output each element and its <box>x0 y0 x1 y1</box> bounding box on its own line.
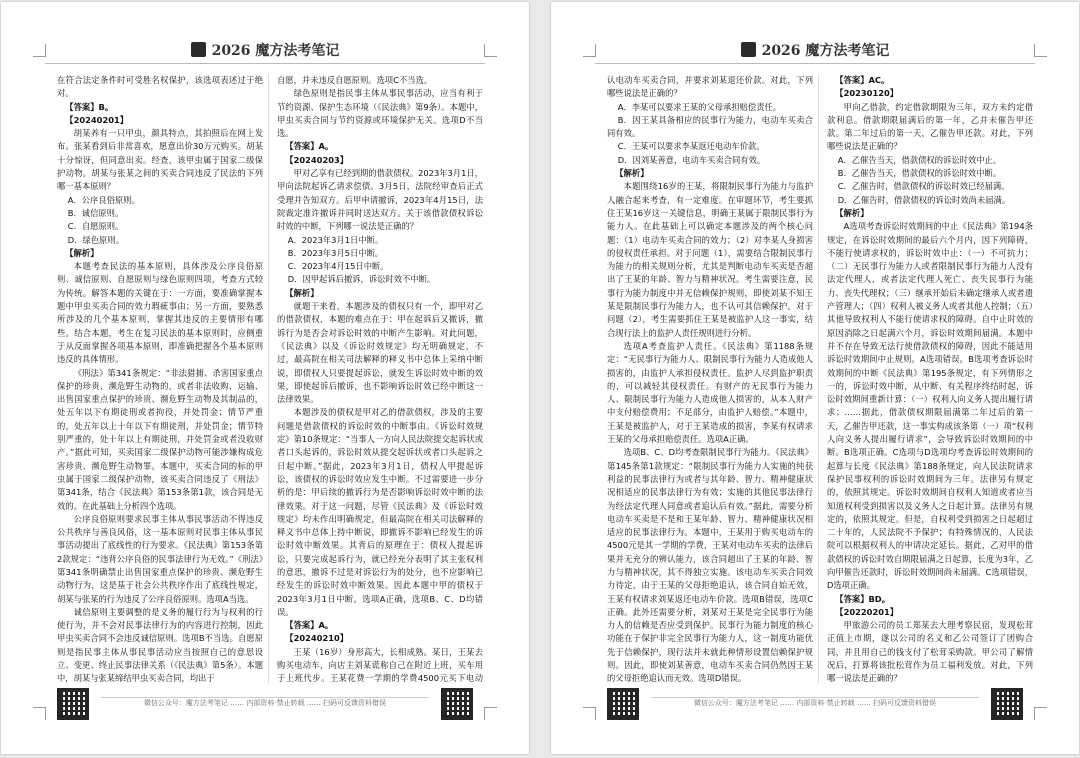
paragraph: 选项B、C、D均考查限制民事行为能力。《民法典》第145条第1款规定：“限制民事行为能力人实施的纯获利益的民事法律行为或者与其年龄、智力、精神健康状况相适应的民事法律行为有效；实施的其他民事法律行为经法定代理人同意或者追认后有效。”据此，需要分析电动车买卖是不是和王某年龄、智力、精神健康状况相适应的民事法律行为。本题中，王某用于购买电动车的4500元是其一学期的学费，王某对电动车买卖的法律后果并无充分的辨认能力，该合同超出了王某的年龄、智力与精神状况，其不得独立实施。该电动车买卖合同效力待定，由于王某的父母拒绝追认，该合同自始无效，王某有权请求刘某返还电动车价款。选项B错误，选项C正确。此外还需要分析，刘某对王某是完全民事行为能力人的信赖是否应受到保护。民事行为能力制度的核心功能在于保护非完全民事行为能力人，这一制度功能优先于信赖保护，现行法并未就此种情形设置信赖保护规则。因此，即使刘某善意，电动车买卖合同仍然因王某的父母拒绝追认而无效。选项D错误。 <box>607 447 813 684</box>
paragraph: 甲对乙享有已经到期的借款债权。2023年3月1日，甲向法院起诉乙请求偿债。3月5日，法院经审查后正式受理并告知双方。后甲申请撤诉，2023年4月15日，法院裁定准许撤诉并同时送达双方。关于该借款债权诉讼时效的中断，下列哪一说法是正确的？ <box>277 168 483 232</box>
section-tag: 【20220201】 <box>835 606 899 617</box>
answer-option: B．诚信原则。 <box>67 207 124 218</box>
section-tag: 【解析】 <box>285 287 319 298</box>
answer-option: A．李某可以要求王某的父母承担赔偿责任。 <box>617 101 782 112</box>
header-title: 2026 魔方法考笔记 <box>761 43 890 59</box>
section-tag: 【答案】A。 <box>285 620 334 631</box>
left-page <box>1 2 529 754</box>
answer-option: A．2023年3月1日中断。 <box>287 234 384 245</box>
paragraph: 认电动车买卖合同，并要求刘某退还价款。对此，下列哪些说法是正确的？ <box>607 75 813 99</box>
page-header <box>551 40 1079 60</box>
header-divider <box>595 63 1035 64</box>
paragraph: 本题考查民法的基本原则，具体涉及公序良俗原则、诚信原则、自愿原则与绿色原则四项，考查方式较为传统。解答本题的关键在于：一方面，要准确掌握本题中甲虫买卖合同的效力瑕疵事由；另一方面，要熟悉所涉及的几个基本原则，掌握其违反的主要情形有哪些。结合本题，考生在复习民法的基本原则时，应侧重于从反面掌握各项基本原则，即准确把握各个基本原则违反的具体情形。 <box>57 261 263 365</box>
answer-option: C．2023年4月15日中断。 <box>287 261 389 272</box>
answer-option: B．乙催告当天，借款债权的诉讼时效中断。 <box>837 168 1002 179</box>
page-header <box>1 40 529 60</box>
left-page-column-1 <box>57 74 263 684</box>
section-tag: 【20240210】 <box>285 633 349 644</box>
answer-option: C．乙催告时，借款债权的诉讼时效已经届满。 <box>837 181 1010 192</box>
section-tag: 【解析】 <box>835 207 869 218</box>
section-tag: 【答案】AC。 <box>835 75 890 85</box>
right-page <box>551 2 1079 754</box>
section-tag: 【答案】BD。 <box>835 593 890 604</box>
crop-mark <box>33 707 46 720</box>
answer-option: C．王某可以要求李某返还电动车价款。 <box>617 141 765 152</box>
answer-option: C．自愿原则。 <box>67 221 124 232</box>
crop-mark <box>484 707 497 720</box>
answer-option: D．乙催告时，借款债权的诉讼时效尚未届满。 <box>837 194 1011 205</box>
paragraph: 公序良俗原则要求民事主体从事民事活动不得违反公共秩序与善良风俗，这一基本原则对民事主体从事民事活动提出了底线性的行为要求。《民法典》第153条第2款规定：“违背公序良俗的民事法律行为无效。”《刑法》第341条明确禁止出售国家重点保护的珍贵、濒危野生动物行为，这是基于社会公共秩序作出了底线性规定，胡某与张某的行为违反了公序良俗原则。选项A当选。 <box>57 513 263 604</box>
left-page-column-2 <box>277 74 483 684</box>
answer-option: D．因甲起诉后撤诉，诉讼时效不中断。 <box>287 274 436 285</box>
answer-option: A．公序良俗原则。 <box>67 194 140 205</box>
section-tag: 【答案】A。 <box>285 141 334 152</box>
answer-option: D．因刘某善意，电动车买卖合同有效。 <box>617 154 766 165</box>
crop-mark <box>1034 707 1047 720</box>
section-tag: 【解析】 <box>65 247 99 258</box>
section-tag: 【20240203】 <box>285 154 349 165</box>
paragraph: 绿色原则是指民事主体从事民事活动，应当有利于节约资源、保护生态环境（《民法典》第9条）。本题中，甲虫买卖合同与节约资源或环境保护无关。选项D不当选。 <box>277 88 483 139</box>
section-tag: 【20240201】 <box>65 114 129 125</box>
section-tag: 【答案】B。 <box>65 101 114 112</box>
paragraph: 甲旅游公司的员工郑某去大理考察民宿，发现松茸正值上市期，遂以公司的名义和乙公司签订了团购合同，并且用自己的钱支付了松茸采购款。甲公司了解情况后，打算将该批松茸作为员工福利发放。对此，下列哪一说法是正确的？ <box>827 620 1033 684</box>
paragraph: A选项考查诉讼时效期间的中止《民法典》第194条规定，在诉讼时效期间的最后六个月内，因下列障碍，不能行使请求权的，诉讼时效中止：（一）不可抗力；（二）无民事行为能力人或者限制民事行为能力人没有法定代理人，或者法定代理人死亡、丧失民事行为能力、丧失代理权；（三）继承开始后未确定继承人或者遗产管理人；（四）权利人被义务人或者其他人控制；（五）其他导致权利人不能行使请求权的障碍。自中止时效的原因消除之日起满六个月，诉讼时效期间届满。本题中并不存在导致无法行使借款债权的障碍，因此不能适用诉讼时效期间中止规则。A选项错误。B选项考查诉讼时效期间的中断《民法典》第195条规定，有下列情形之一的，诉讼时效中断，从中断、有关程序终结时起，诉讼时效期间重新计算：（一）权利人向义务人提出履行请求；……据此，借款债权期限届满第二年过后的第一天，乙催告甲还款，这一事实构成该条第（一）项“权利人向义务人提出履行请求”，会导致诉讼时效期间的中断。B选项正确。C选项与D选项均考查诉讼时效期间的起算与长度《民法典》第188条规定，向人民法院请求保护民事权利的诉讼时效期间为三年。法律另有规定的，依照其规定。诉讼时效期间自权利人知道或者应当知道权利受到损害以及义务人之日起计算。法律另有规定的，依照其规定。但是，自权利受到损害之日起超过二十年的，人民法院不予保护；有特殊情况的，人民法院可以根据权利人的申请决定延长。据此，乙对甲的借款债权的诉讼时效自期限届满之日起算，长度为3年，乙向甲催告还款时，诉讼时效期间尚未届满。C选项错误，D选项正确。 <box>827 221 1033 591</box>
paragraph: 《刑法》第341条规定：“非法猎捕、杀害国家重点保护的珍贵、濒危野生动物的，或者非法收购、运输、出售国家重点保护的珍贵、濒危野生动物及其制品的，处五年以下有期徒刑或者拘役，并处罚金；情节严重的，处五年以上十年以下有期徒刑，并处罚金；情节特别严重的，处十年以上有期徒刑，并处罚金或者没收财产。”据此可知，买卖国家二级保护动物可能涉嫌构成危害珍贵、濒危野生动物罪。本题中，买卖合同的标的甲虫属于国家二级保护动物，该买卖合同违反了《刑法》第341条，结合《民法典》第153条第1款，该合同是无效的。在此基础上分析四个选项。 <box>57 367 263 511</box>
paragraph: 选项A考查监护人责任。《民法典》第1188条规定：“无民事行为能力人、限制民事行为能力人造成他人损害的，由监护人承担侵权责任。监护人尽到监护职责的，可以减轻其侵权责任。有财产的无民事行为能力人、限制民事行为能力人造成他人损害的，从本人财产中支付赔偿费用；不足部分，由监护人赔偿。”本题中，王某是被监护人，对于王某造成的损害，李某有权请求王某的父母承担赔偿责任。选项A正确。 <box>607 340 813 445</box>
paragraph: 胡某养有一只甲虫，颜具特点，其拍照后在网上发布。张某看到后非常喜欢，愿意出价30万元购买。胡某十分惊讶，但同意出卖。经查，该甲虫属于国家二级保护动物。胡某与张某之间的买卖合同违反了民法的下列哪一基本原则？ <box>57 128 263 192</box>
paragraph: 就题干来看，本题涉及的债权只有一个，即甲对乙的借款债权，本题的难点在于：甲在起诉后又撤诉，撤诉行为是否会对诉讼时效的中断产生影响。对此问题，《民法典》以及《诉讼时效规定》均无明确规定，不过，最高院在相关司法解释的释义书中总体上采纳中断说，即债权人只要提起诉讼，就发生诉讼时效中断的效果，即使起诉后撤诉，也不影响诉讼时效已经中断这一法律效果。 <box>277 301 483 405</box>
paragraph: 自愿，并未违反自愿原则。选项C不当选。 <box>277 75 433 85</box>
answer-option: B．因王某具备相应的民事行为能力，电动车买卖合同有效。 <box>607 114 813 139</box>
cube-logo-icon <box>741 42 756 57</box>
answer-option: B．2023年3月5日中断。 <box>287 247 384 258</box>
paragraph: 甲向乙借款，约定借款期限为三年，双方未约定借款利息。借款期限届满后的第一年，乙并未催告甲还款。第二年过后的第一天，乙催告甲还款。对此，下列哪些说法是正确的？ <box>827 101 1033 152</box>
paragraph: 本题围绕16岁的王某，将限制民事行为能力与监护人融合起来考查，有一定难度。在审题环节，考生要抓住王某16岁这一关键信息，明确王某属于限制民事行为能力人。在此基础上可以确定本题涉及的两个核心问题：（1）电动车买卖合同的效力；（2）对李某人身损害的侵权责任承担。对于问题（1），需要结合限制民事行为能力的相关规则分析，尤其是判断电动车买卖是否超出了王某的年龄、智力与精神状况。考生需要注意，民事行为能力制度中并无信赖保护规则，即使刘某不知王某是限制民事行为能力人，也不认可其信赖保护。对于问题（2），考生需要抓住王某是被监护人这一事实，结合现行法上的监护人责任规则进行分析。 <box>607 181 813 338</box>
right-page-column-1 <box>607 74 813 684</box>
section-tag: 【20230120】 <box>835 88 899 99</box>
header-divider <box>45 63 485 64</box>
page-footer: 微信公众号：魔方法考笔记 …… 内部资料·禁止转载 …… 扫码可反馈资料错误 <box>143 699 387 707</box>
paragraph: 诚信原则主要调整的是义务的履行行为与权利的行使行为，并不会对民事法律行为的内容进行控制，因此甲虫买卖合同不会违反诚信原则。选项B不当选。自愿原则是指民事主体从事民事活动应当按照自己的意思设立、变更、终止民事法律关系（《民法典》第5条）。本题中，胡某与张某缔结甲虫买卖合同，均出于 <box>57 606 263 684</box>
paragraph: 本题涉及的债权是甲对乙的借款债权，涉及的主要问题是借款债权的诉讼时效的中断事由。《诉讼时效规定》第10条规定：“当事人一方向人民法院提交起诉状或者口头起诉的，诉讼时效从提交起诉状或者口头起诉之日起中断。”据此，2023年3月1日，债权人甲提起诉讼，该债权的诉讼时效应发生中断。不过需要进一步分析的是：甲后续的撤诉行为是否影响诉讼时效中断的法律效果。对于这一问题，尽管《民法典》及《诉讼时效规定》均未作出明确规定，但最高院在相关司法解释的释义书中总体上持中断说，即撤诉不影响已经发生的诉讼时效中断效果。其背后的原理在于：债权人提起诉讼，只要完成起诉行为，就已经充分表明了其主张权利的意思，撤诉不过是对诉讼行为的处分，也不应影响已经发生的诉讼时效中断效果。因此本题中甲的债权于2023年3月1日中断。选项A正确，选项B、C、D均错误。 <box>277 407 483 617</box>
paragraph: 王某（16岁）身形高大，长相成熟。某日，王某去购买电动车，向店主刘某谎称自己在附近上班，买车用于上班代步。王某花费一学期的学费4500元买下电动 <box>277 646 483 684</box>
answer-option: D．绿色原则。 <box>67 234 124 245</box>
page-footer: 微信公众号：魔方法考笔记 …… 内部资料·禁止转载 …… 扫码可反馈资料错误 <box>693 699 937 707</box>
paragraph: 在符合法定条件时可受胜名权保护，该选项表述过于绝对。 <box>57 75 263 99</box>
section-tag: 【解析】 <box>615 168 649 179</box>
crop-mark <box>583 707 596 720</box>
header-title: 2026 魔方法考笔记 <box>211 43 340 59</box>
column-divider <box>268 74 269 684</box>
cube-logo-icon <box>191 42 206 57</box>
column-divider <box>818 74 819 684</box>
right-page-column-2 <box>827 74 1033 684</box>
answer-option: A．乙催告当天，借款债权的诉讼时效中止。 <box>837 154 1002 165</box>
